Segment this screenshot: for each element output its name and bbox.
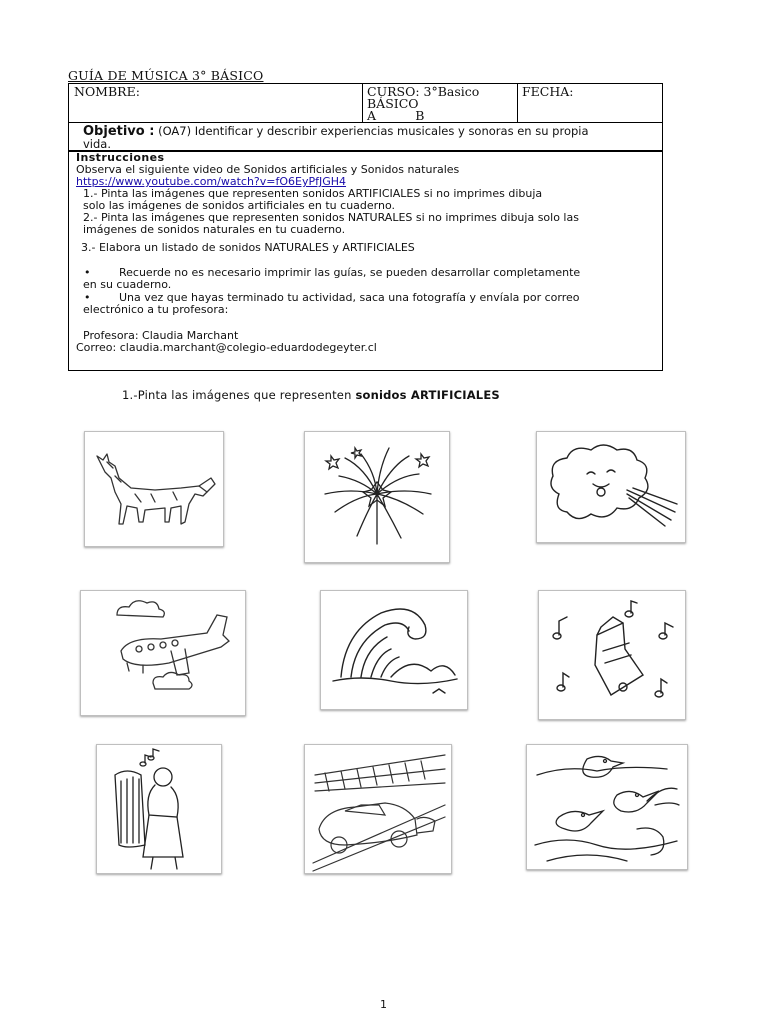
page-title: GUÍA DE MÚSICA 3° BÁSICO: [68, 68, 264, 83]
bullet1-text: Recuerde no es necesario imprimir las guías, se pueden desarrollar completamente: [119, 266, 581, 279]
nombre-cell: [69, 84, 363, 122]
objetivo-text: (OA7) Identificar y describir experiencias musicales y sonoras en su propia: [158, 124, 589, 138]
correo: Correo: claudia.marchant@colegio-eduardodegeyter.cl: [76, 341, 377, 354]
instrucciones-heading: Instrucciones: [76, 151, 165, 164]
bullet2-text: Una vez que hayas terminado tu actividad, saca una fotografía y envíala por correo: [119, 291, 580, 304]
wind-cloud-drawing: [536, 431, 686, 543]
airplane-drawing: [80, 590, 246, 716]
video-link[interactable]: https://www.youtube.com/watch?v=fO6EyPfJGH4: [76, 175, 347, 188]
step1: 1.- Pinta las imágenes que representen sonidos ARTIFICIALES si no imprimes dibuja: [83, 187, 543, 200]
fecha-label: FECHA:: [522, 84, 574, 99]
section-1-prefix: 1.-Pinta las imágenes que representen: [122, 388, 356, 402]
curso-level: BÁSICO: [367, 96, 419, 111]
fecha-cell: [517, 84, 662, 122]
fireworks-drawing: [304, 431, 450, 563]
birds-singing-drawing: [526, 744, 688, 870]
page-number: 1: [380, 998, 387, 1011]
nombre-label: NOMBRE:: [74, 84, 140, 99]
bullet-1: •: [84, 266, 91, 279]
section-1-bold: sonidos ARTIFICIALES: [355, 388, 500, 402]
instrucciones-box: [68, 151, 663, 371]
step2-cont: imágenes de sonidos naturales en tu cuaderno.: [83, 223, 346, 236]
harp-player-drawing: [96, 744, 222, 874]
objetivo: [83, 125, 653, 150]
bullet2-cont: electrónico a tu profesora:: [83, 303, 229, 316]
instrucciones-intro: Observa el siguiente video de Sonidos artificiales y Sonidos naturales: [76, 163, 460, 176]
curso-sections: A _____ B _____: [367, 108, 460, 123]
objetivo-label: Objetivo :: [83, 124, 155, 139]
race-car-drawing: [304, 744, 452, 874]
curso-label: CURSO: 3°Basico: [367, 84, 480, 99]
bell-music-notes-drawing: [538, 590, 686, 720]
wolf-howling-drawing: [84, 431, 224, 547]
bullet1-cont: en su cuaderno.: [83, 278, 172, 291]
bullet-2: •: [84, 291, 91, 304]
profesora: Profesora: Claudia Marchant: [83, 329, 239, 342]
step3: 3.- Elabora un listado de sonidos NATURALES y ARTIFICIALES: [81, 241, 415, 254]
step1-cont: solo las imágenes de sonidos artificiales en tu cuaderno.: [83, 199, 395, 212]
step2: 2.- Pinta las imágenes que representen sonidos NATURALES si no imprimes dibuja solo las: [83, 211, 579, 224]
curso-cell: [362, 84, 518, 122]
header-divider: [69, 122, 662, 123]
objetivo-text-cont: vida.: [83, 137, 112, 151]
ocean-wave-drawing: [320, 590, 468, 710]
header-table: [68, 83, 663, 151]
section-1-heading: [122, 388, 500, 402]
